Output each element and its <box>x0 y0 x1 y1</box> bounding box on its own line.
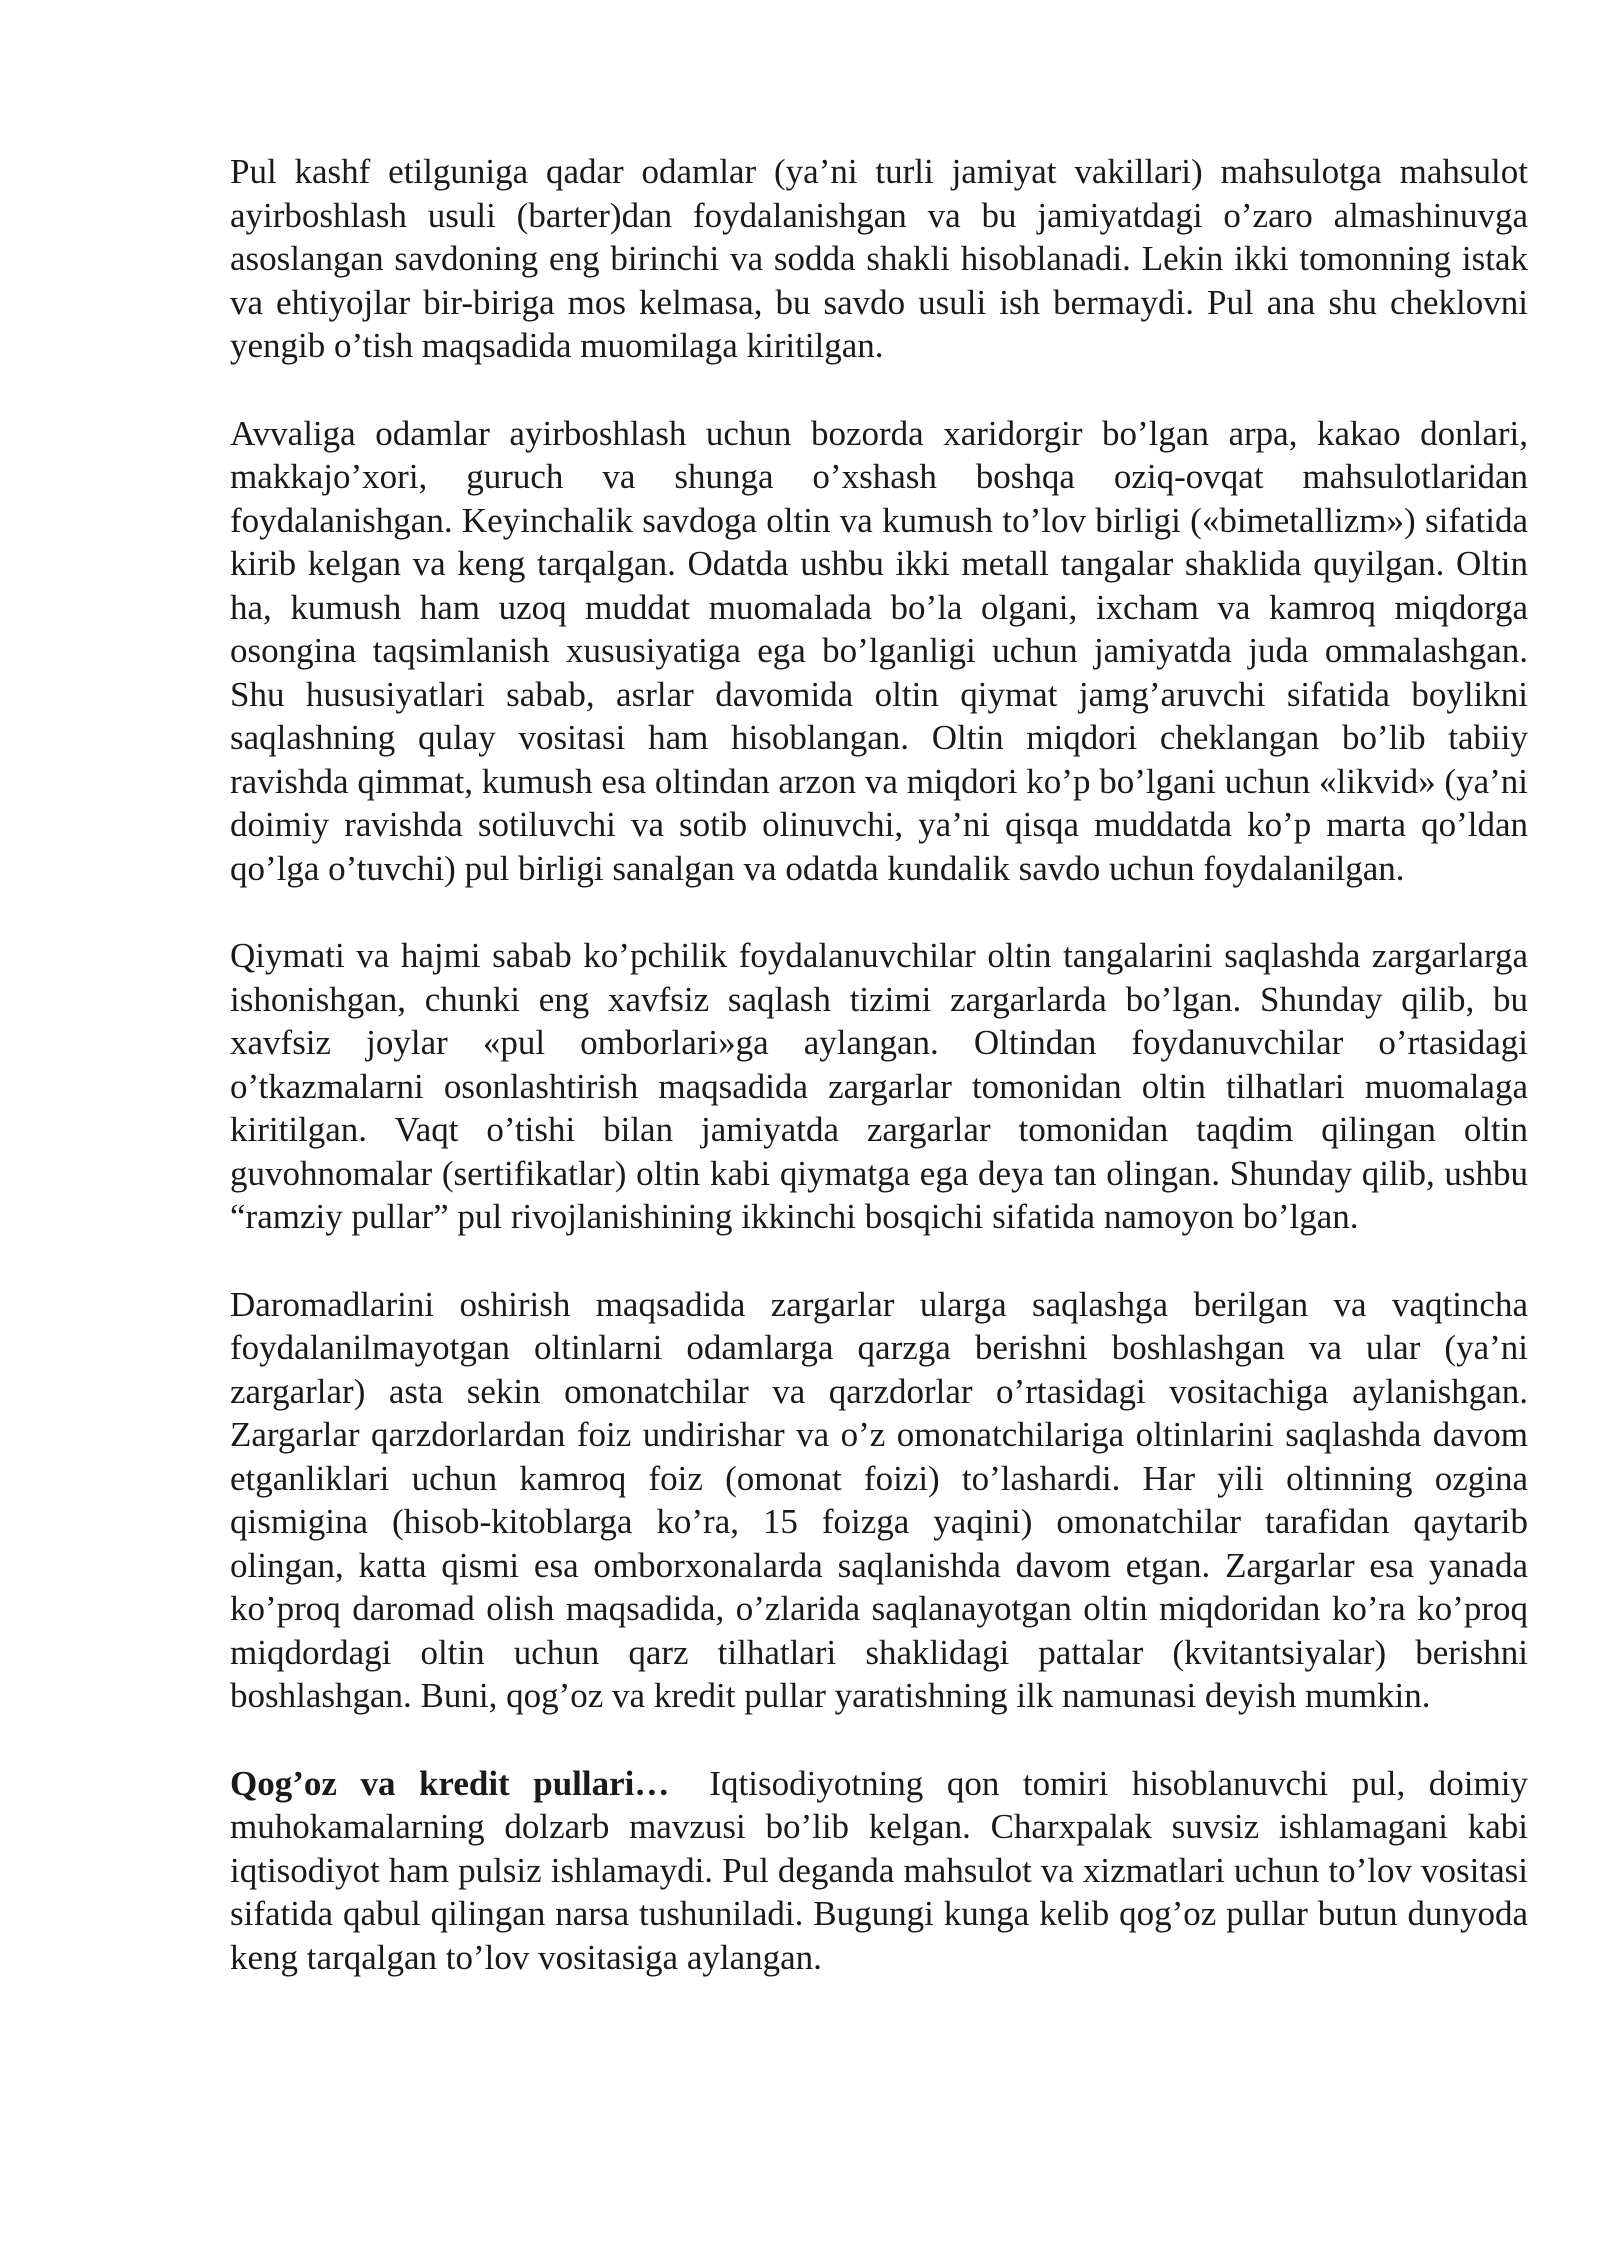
paragraph-bimetallism: Avvaliga odamlar ayirboshlash uchun bozorda xaridorgir bo’lgan arpa, kakao donlari, makkajo’xori, guruch va shunga o’xshash boshqa oziq-ovqat mahsulotlaridan foydalanishgan. Keyinchalik savdoga oltin va kumush to’lov birligi («bimetallizm») sifatida kirib kelgan va keng tarqalgan. Odatda ushbu ikki metall tangalar shaklida quyilgan. Oltin ha, kumush ham uzoq muddat muomalada bo’la olgani, ixcham va kamroq miqdorga osongina taqsimlanish xususiyatiga ega bo’lganligi uchun jamiyatda juda ommalashgan. Shu hususiyatlari sabab, asrlar davomida oltin qiymat jamg’aruvchi sifatida boylikni saqlashning qulay vositasi ham hisoblangan. Oltin miqdori cheklangan bo’lib tabiiy ravishda qimmat, kumush esa oltindan arzon va miqdori ko’p bo’lgani uchun «likvid» (ya’ni doimiy ravishda sotiluvchi va sotib olinuvchi, ya’ni qisqa muddatda ko’p marta qo’ldan qo’lga o’tuvchi) pul birligi sanalgan va odatda kundalik savdo uchun foydalanilgan. <box>230 413 1528 888</box>
paragraph-goldsmiths: Qiymati va hajmi sabab ko’pchilik foydalanuvchilar oltin tangalarini saqlashda zargarlarga ishonishgan, chunki eng xavfsiz saqlash tizimi zargarlarda bo’lgan. Shunday qilib, bu xavfsiz joylar «pul omborlari»ga aylangan. Oltindan foydanuvchilar o’rtasidagi o’tkazmalarni osonlashtirish maqsadida zargarlar tomonidan oltin tilhatlari muomalaga kiritilgan. Vaqt o’tishi bilan jamiyatda zargarlar tomonidan taqdim qilingan oltin guvohnomalar (sertifikatlar) oltin kabi qiymatga ega deya tan olingan. Shunday qilib, ushbu “ramziy pullar” pul rivojlanishining ikkinchi bosqichi sifatida namoyon bo’lgan. <box>230 936 1528 1236</box>
document-page <box>230 150 1528 2023</box>
section-heading: Qog’oz va kredit pullari… <box>230 1763 670 1803</box>
paragraph-barter: Pul kashf etilguniga qadar odamlar (ya’ni turli jamiyat vakillari) mahsulotga mahsulot ayirboshlash usuli (barter)dan foydalanishgan va bu jamiyatdagi o’zaro almashinuvga asoslangan savdoning eng birinchi va sodda shakli hisoblanadi. Lekin ikki tomonning istak va ehtiyojlar bir-biriga mos kelmasa, bu savdo usuli ish bermaydi. Pul ana shu cheklovni yengib o’tish maqsadida muomilaga kiritilgan. <box>230 152 1528 365</box>
section-text: Iqtisodiyotning qon tomiri hisoblanuvchi pul, doimiy muhokamalarning dolzarb mavzusi bo’lib kelgan. Charxpalak suvsiz ishlamagani kabi iqtisodiyot ham pulsiz ishlamaydi. Pul deganda mahsulot va xizmatlari uchun to’lov vositasi sifatida qabul qilingan narsa tushuniladi. Bugungi kunga kelib qog’oz pullar butun dunyoda keng tarqalgan to’lov vositasiga aylangan. <box>230 1763 1528 1977</box>
paragraph-lending: Daromadlarini oshirish maqsadida zargarlar ularga saqlashga berilgan va vaqtincha foydalanilmayotgan oltinlarni odamlarga qarzga berishni boshlashgan va ular (ya’ni zargarlar) asta sekin omonatchilar va qarzdorlar o’rtasidagi vositachiga aylanishgan. Zargarlar qarzdorlardan foiz undirishar va o’z omonatchilariga oltinlarini saqlashda davom etganliklari uchun kamroq foiz (omonat foizi) to’lashardi. Har yili oltinning ozgina qismigina (hisob-kitoblarga ko’ra, 15 foizga yaqini) omonatchilar tarafidan qaytarib olingan, katta qismi esa omborxonalarda saqlanishda davom etgan. Zargarlar esa yanada ko’proq daromad olish maqsadida, o’zlarida saqlanayotgan oltin miqdoridan ko’ra ko’proq miqdordagi oltin uchun qarz tilhatlari shaklidagi pattalar (kvitantsiyalar) berishni boshlashgan. Buni, qog’oz va kredit pullar yaratishning ilk namunasi deyish mumkin. <box>230 1284 1528 1715</box>
paragraph-paper-money <box>230 1762 1528 1980</box>
